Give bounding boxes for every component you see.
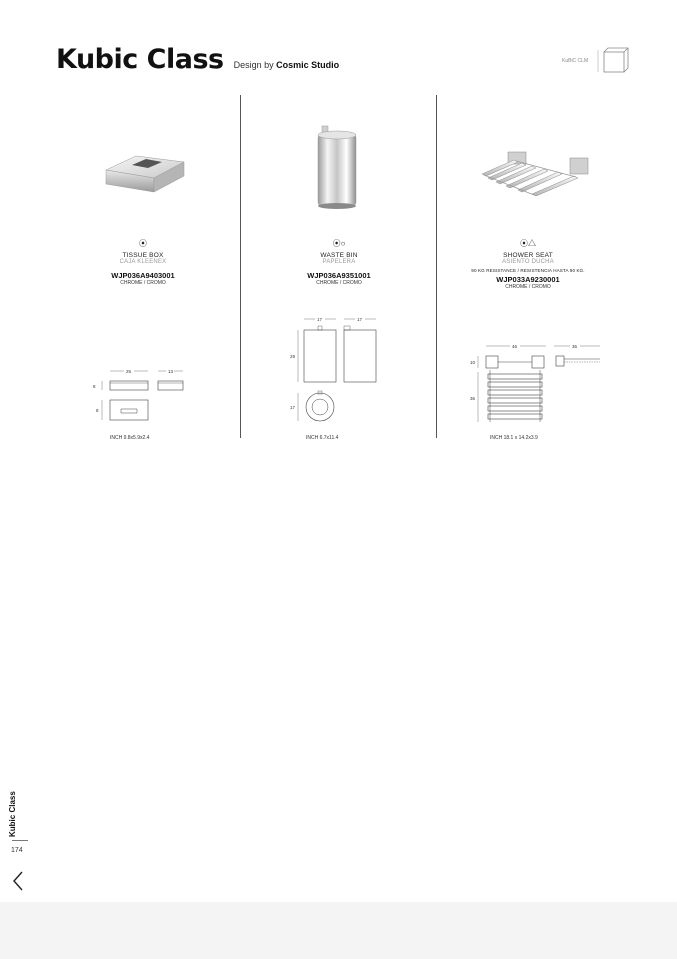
product-finish: CHROME / CROMO [316,280,362,286]
tissue-box-image [100,148,190,198]
dim-height-1: 10 [470,360,476,365]
product-name: SHOWER SEAT [503,252,553,259]
badge-text: KuBiC CLM [562,58,589,64]
product-name-es: CAJA KLEENEX [119,259,167,265]
shower-seat-technical-drawing [468,340,608,430]
cube-icon [596,44,630,78]
inch-dimensions: INCH 6.7x11.4 [306,435,339,441]
product-name-es: PAPELERA [322,259,356,265]
waste-bin-image [314,122,360,212]
inch-dimensions: INCH 18.1 x 14.2x3.9 [490,435,538,441]
product-code: WJP036A9351001 [307,271,371,280]
column-divider-1 [240,95,241,438]
dim-width: 46 [512,344,518,349]
product-code: WJP036A9403001 [111,271,175,280]
dim-width-1: 17 [317,317,323,322]
designer-name: Cosmic Studio [276,60,340,70]
page-number: 174 [11,847,23,854]
collection-badge [562,44,630,78]
tissue-box-technical-drawing [90,366,200,426]
product-name-es: ASIENTO DUCHA [502,259,554,265]
product-code: WJP033A9230001 [496,275,560,284]
design-prefix: Design by [233,60,274,70]
dim-height-2: 8 [96,408,99,413]
sidebar-divider [12,840,28,841]
dim-width-2: 17 [357,317,363,322]
product-finish: CHROME / CROMO [505,284,551,290]
dim-height: 29 [290,354,296,359]
dim-height: 8 [93,384,96,389]
product-finish: CHROME / CROMO [120,280,166,286]
footer-band [0,902,677,959]
chevron-left-icon[interactable] [10,870,26,892]
dim-width: 25 [126,369,132,374]
page-title: Kubic Class [56,44,224,75]
feature-symbols: ⦿○ [332,239,346,248]
design-credit [234,60,340,70]
dim-height-2: 36 [470,396,476,401]
dim-depth: 13 [168,369,174,374]
page-header [56,44,339,75]
sidebar-collection-title: Kubic Class [8,791,17,837]
feature-symbols: ⦿△ [520,239,536,248]
load-resistance-note: 90 KG RESISTANCE / RESISTENCIA HASTA 90 KG. [471,268,585,273]
shower-seat-image [478,146,596,204]
product-name: TISSUE BOX [122,252,164,259]
inch-dimensions: INCH 9.8x5.9x2.4 [110,435,150,441]
product-name: WASTE BIN [320,252,358,259]
dim-depth: 17 [290,405,296,410]
feature-symbols: ⦿ [139,239,147,248]
dim-depth: 36 [572,344,578,349]
waste-bin-technical-drawing [286,312,386,428]
